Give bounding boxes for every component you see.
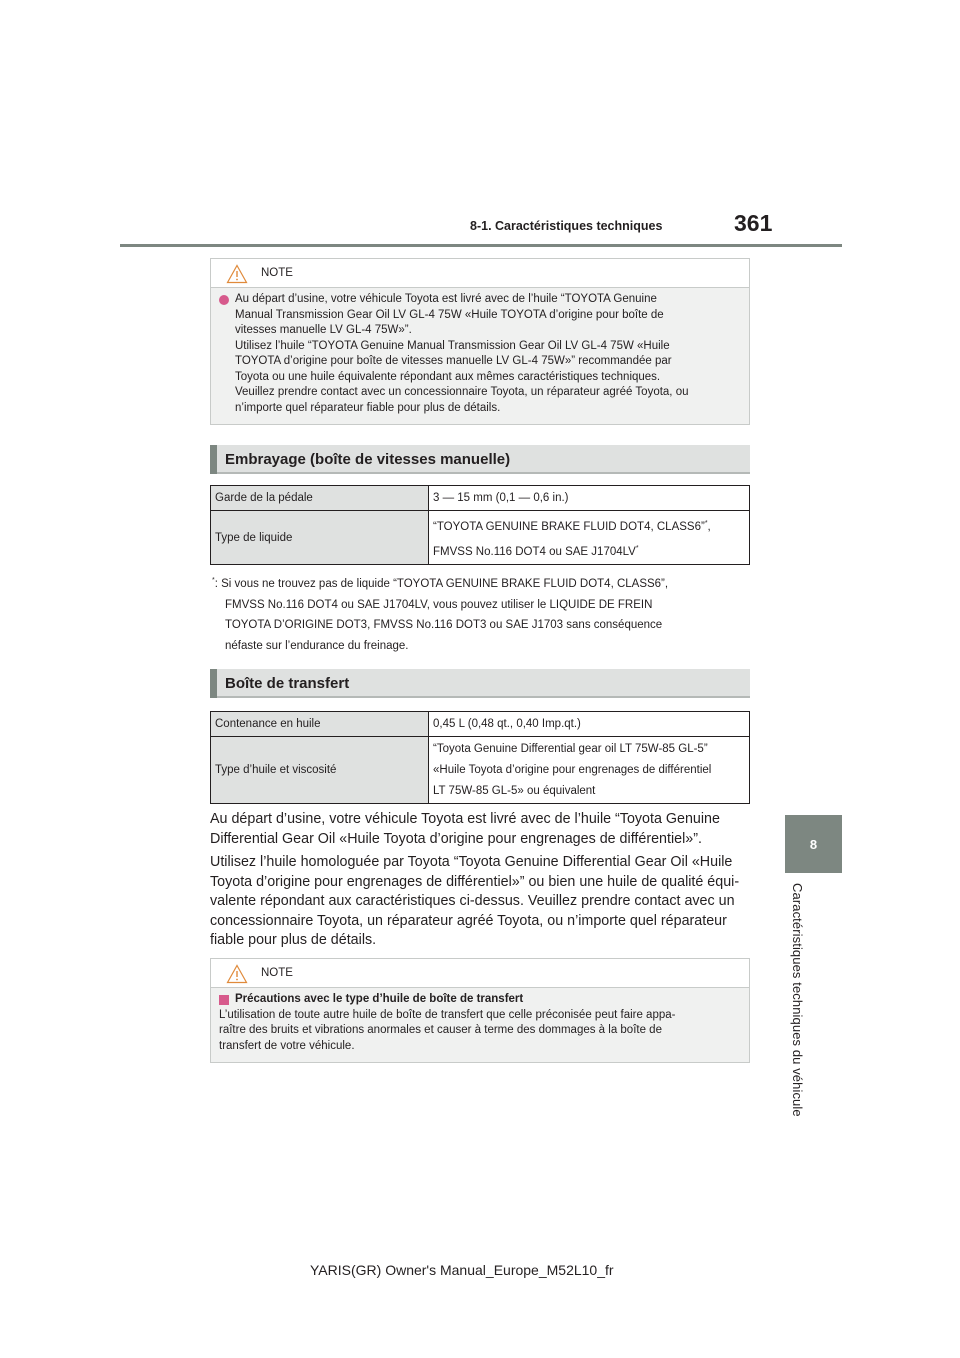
oil-spec-line: «Huile Toyota d’origine pour engrenages de différentiel (433, 763, 712, 776)
note-line: n’importe quel réparateur fiable pour plus de détails. (235, 401, 501, 414)
note-text (235, 292, 688, 416)
fluid-spec-line: “TOYOTA GENUINE BRAKE FLUID DOT4, CLASS6” (433, 520, 705, 533)
note-label: NOTE (261, 967, 293, 979)
section-title: 8-1. Caractéristiques techniques (470, 219, 663, 233)
note-line: transfert de votre véhicule. (219, 1039, 355, 1052)
note-label: NOTE (261, 267, 293, 279)
heading-bar (210, 445, 217, 474)
body-paragraph-1 (210, 810, 755, 849)
table-cell-value: 3 — 15 mm (0,1 — 0,6 in.) (429, 486, 750, 511)
table-row (211, 486, 750, 511)
footnote-line: : Si vous ne trouvez pas de liquide “TOYOTA GENUINE BRAKE FLUID DOT4, CLASS6”, (214, 578, 669, 590)
footer-manual-id: YARIS(GR) Owner's Manual_Europe_M52L10_fr (310, 1262, 614, 1278)
fluid-spec-suffix: , (707, 520, 711, 533)
note-header (211, 959, 749, 988)
body-line: valente répondant aux caractéristiques ci-dessus. Veuillez prendre contact avec un (210, 893, 735, 909)
table-cell-label: Garde de la pédale (211, 486, 429, 511)
note-box-transfer-oil (210, 958, 750, 1063)
header-divider (120, 244, 842, 247)
transfer-spec-table (210, 711, 750, 804)
footnote-marker: * (635, 544, 639, 552)
oil-spec-line: LT 75W-85 GL-5» ou équivalent (433, 784, 596, 797)
bullet-square-icon (219, 995, 229, 1005)
footnote-line: TOYOTA D’ORIGINE DOT3, FMVSS No.116 DOT3 ou SAE J1703 sans conséquence (225, 619, 663, 631)
note-line: Au départ d’usine, votre véhicule Toyota est livré avec de l’huile “TOYOTA Genuine (235, 293, 657, 305)
section-heading-transfer (210, 669, 750, 698)
heading-bar (210, 669, 217, 698)
note-body (211, 288, 749, 424)
oil-spec-line: “Toyota Genuine Differential gear oil LT 75W-85 GL-5” (433, 742, 708, 755)
section-heading-clutch (210, 445, 750, 474)
table-cell-value: 0,45 L (0,48 qt., 0,40 Imp.qt.) (429, 712, 750, 737)
section-heading-text: Boîte de transfert (225, 675, 350, 692)
note-body (211, 988, 749, 1062)
footnote-marker: * (212, 577, 215, 584)
note-header (211, 259, 749, 288)
table-cell-label: Type d’huile et viscosité (211, 737, 429, 804)
footnote-line: néfaste sur l’endurance du freinage. (225, 639, 409, 652)
clutch-spec-table (210, 485, 750, 565)
note-text (219, 1008, 741, 1055)
table-row (211, 712, 750, 737)
note-line: raître des bruits et vibrations anormales et causer à terme des dommages à la boîte de (219, 1024, 662, 1036)
body-line: fiable pour plus de détails. (210, 932, 377, 948)
footnote-line: FMVSS No.116 DOT4 ou SAE J1704LV, vous pouvez utiliser le LIQUIDE DE FREIN (225, 598, 653, 611)
body-line: Differential Gear Oil «Huile Toyota d’origine pour engrenages de différentiel»”. (210, 830, 702, 847)
note-line: Toyota ou une huile équivalente répondant aux mêmes caractéristiques techniques. (235, 370, 661, 383)
fluid-spec-line: FMVSS No.116 DOT4 ou SAE J1704LV (433, 545, 636, 558)
table-row (211, 737, 750, 804)
table-cell-value (429, 511, 750, 565)
note-subheading: Précautions avec le type d’huile de boîte de transfert (235, 993, 524, 1005)
chapter-tab[interactable]: 8 (785, 815, 842, 873)
note-line: L’utilisation de toute autre huile de boîte de transfert que celle préconisée peut faire appa- (219, 1008, 676, 1021)
bullet-circle-icon (219, 295, 229, 305)
table-row (211, 511, 750, 565)
table-cell-label: Type de liquide (211, 511, 429, 565)
footnote (212, 571, 668, 656)
section-heading-text: Embrayage (boîte de vitesses manuelle) (225, 451, 511, 468)
note-line: TOYOTA d’origine pour boîte de vitesses manuelle LV GL-4 75W»” recommandée par (235, 355, 672, 367)
note-line: Veuillez prendre contact avec un concessionnaire Toyota, un réparateur agréé Toyota, ou (235, 386, 689, 398)
chapter-title: Caractéristiques techniques du véhicule (790, 883, 805, 1117)
note-line: Utilisez l’huile “TOYOTA Genuine Manual Transmission Gear Oil LV GL-4 75W «Huile (235, 339, 670, 352)
page-number: 361 (734, 210, 773, 236)
body-paragraph-2 (210, 853, 755, 951)
footnote-marker: * (704, 519, 708, 527)
warning-triangle-icon (226, 964, 248, 984)
table-cell-label: Contenance en huile (211, 712, 429, 737)
warning-triangle-icon (226, 264, 248, 284)
body-line: Toyota d’origine pour engrenages de différentiel»” ou bien une huile de qualité équi- (210, 873, 740, 890)
note-line: vitesses manuelle LV GL-4 75W»”. (235, 324, 412, 336)
body-line: Au départ d’usine, votre véhicule Toyota est livré avec de l’huile “Toyota Genuine (210, 811, 720, 827)
table-cell-value (429, 737, 750, 804)
body-line: Utilisez l’huile homologuée par Toyota “Toyota Genuine Differential Gear Oil «Huile (210, 854, 733, 870)
note-line: Manual Transmission Gear Oil LV GL-4 75W «Huile TOYOTA d’origine pour boîte de (235, 308, 664, 321)
body-line: concessionnaire Toyota, un réparateur agréé Toyota, ou n’importe quel réparateur (210, 912, 727, 929)
note-box-gear-oil (210, 258, 750, 425)
